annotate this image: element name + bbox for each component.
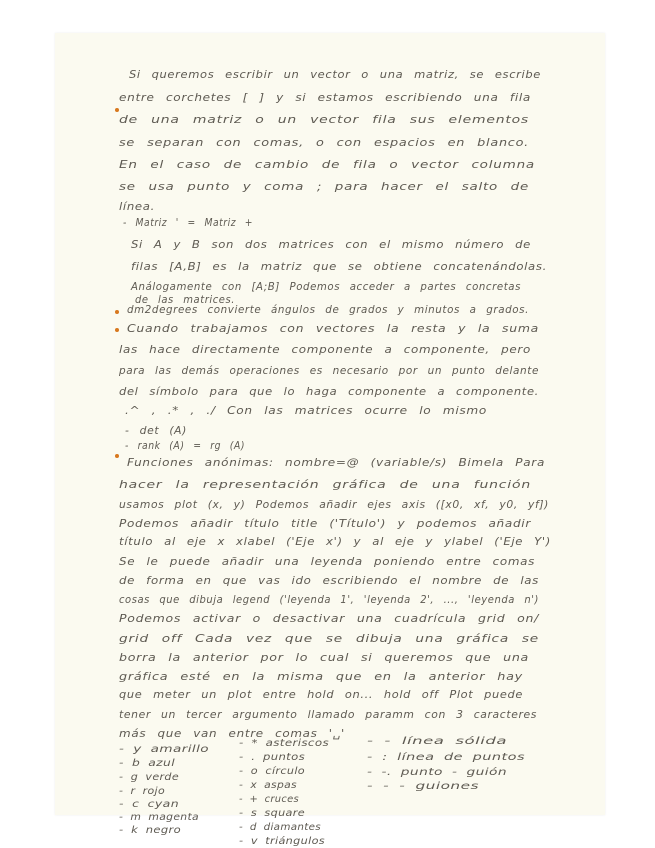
note-line: grid off Cada vez que se dibuja una gráfica se — [119, 633, 539, 645]
bullet-dot — [115, 108, 119, 112]
note-line: línea. — [119, 201, 155, 213]
legend-color-item: - b azul — [119, 758, 175, 769]
legend-marker-item: - . puntos — [239, 752, 305, 763]
legend-marker-item: - s square — [239, 808, 305, 819]
note-line: que meter un plot entre hold on... hold off Plot puede — [119, 689, 523, 701]
note-line: para las demás operaciones es necesario por un punto delante — [119, 365, 539, 377]
note-line: hacer la representación gráfica de una función — [119, 479, 531, 491]
note-line: filas [A,B] es la matriz que se obtiene concatenándolas. — [131, 261, 547, 273]
note-line: se usa punto y coma ; para hacer el salto de — [119, 181, 529, 193]
note-line: En el caso de cambio de fila o vector columna — [119, 159, 535, 171]
note-line: tener un tercer argumento llamado paramm con 3 caracteres — [119, 709, 537, 721]
note-line: más que van entre comas '␣' — [119, 728, 345, 740]
note-line: - Matriz ' = Matriz + — [123, 217, 253, 229]
note-line: Cuando trabajamos con vectores la resta y la suma — [127, 323, 539, 335]
note-line: cosas que dibuja legend ('leyenda 1', 'leyenda 2', ..., 'leyenda n') — [119, 594, 539, 606]
legend-marker-item: - * asteriscos — [239, 738, 329, 749]
note-line: del símbolo para que lo haga componente a componente. — [119, 386, 539, 398]
legend-marker-item: - d diamantes — [239, 822, 321, 833]
legend-marker-item: - x aspas — [239, 780, 297, 791]
note-line: .^ , .* , ./ Con las matrices ocurre lo mismo — [125, 405, 487, 417]
legend-color-item: - y amarillo — [119, 744, 209, 755]
legend-color-item: - g verde — [119, 772, 179, 783]
note-line: Se le puede añadir una leyenda poniendo entre comas — [119, 556, 535, 568]
note-line: título al eje x xlabel ('Eje x') y al eje y ylabel ('Eje Y') — [119, 536, 551, 548]
note-line: borra la anterior por lo cual si queremos que una — [119, 652, 529, 664]
note-line: Si queremos escribir un vector o una matriz, se escribe — [129, 69, 541, 81]
note-line: las hace directamente componente a componente, pero — [119, 344, 531, 356]
note-line: dm2degrees convierte ángulos de grados y minutos a grados. — [127, 304, 529, 316]
legend-line-item: - : línea de puntos — [367, 752, 525, 763]
legend-color-item: - m magenta — [119, 812, 199, 823]
bullet-dot — [115, 454, 119, 458]
legend-line-item: - - - guiones — [367, 781, 479, 792]
note-line: entre corchetes [ ] y si estamos escribiendo una fila — [119, 92, 531, 104]
legend-line-item: - - línea sólida — [367, 736, 507, 747]
legend-marker-item: - v triángulos — [239, 836, 325, 847]
note-line: se separan con comas, o con espacios en blanco. — [119, 137, 529, 149]
note-line: de forma en que vas ido escribiendo el nombre de las — [119, 575, 539, 587]
legend-color-item: - r rojo — [119, 786, 165, 797]
legend-color-item: - c cyan — [119, 799, 179, 810]
bullet-dot — [115, 328, 119, 332]
notebook-page — [55, 33, 605, 847]
note-line: Podemos activar o desactivar una cuadrícula grid on/ — [119, 613, 539, 625]
note-line: Funciones anónimas: nombre=@ (variable/s) Bimela Para — [127, 457, 545, 469]
note-line: usamos plot (x, y) Podemos añadir ejes axis ([x0, xf, y0, yf]) — [119, 499, 549, 511]
bullet-dot — [115, 310, 119, 314]
note-line: gráfica esté en la misma que en la anterior hay — [119, 671, 523, 683]
note-line: Si A y B son dos matrices con el mismo número de — [131, 239, 531, 251]
note-line: Análogamente con [A;B] Podemos acceder a partes concretas — [131, 281, 521, 293]
note-line: de una matriz o un vector fila sus elementos — [119, 114, 529, 126]
note-line: de las matrices. — [135, 294, 235, 306]
note-line: - rank (A) = rg (A) — [125, 440, 245, 452]
legend-marker-item: - o círculo — [239, 766, 305, 777]
legend-marker-item: - + cruces — [239, 794, 299, 805]
legend-color-item: - k negro — [119, 825, 181, 836]
note-line: - det (A) — [125, 425, 187, 437]
note-line: Podemos añadir título title ('Título') y podemos añadir — [119, 518, 531, 530]
legend-line-item: - -. punto - guión — [367, 767, 507, 778]
